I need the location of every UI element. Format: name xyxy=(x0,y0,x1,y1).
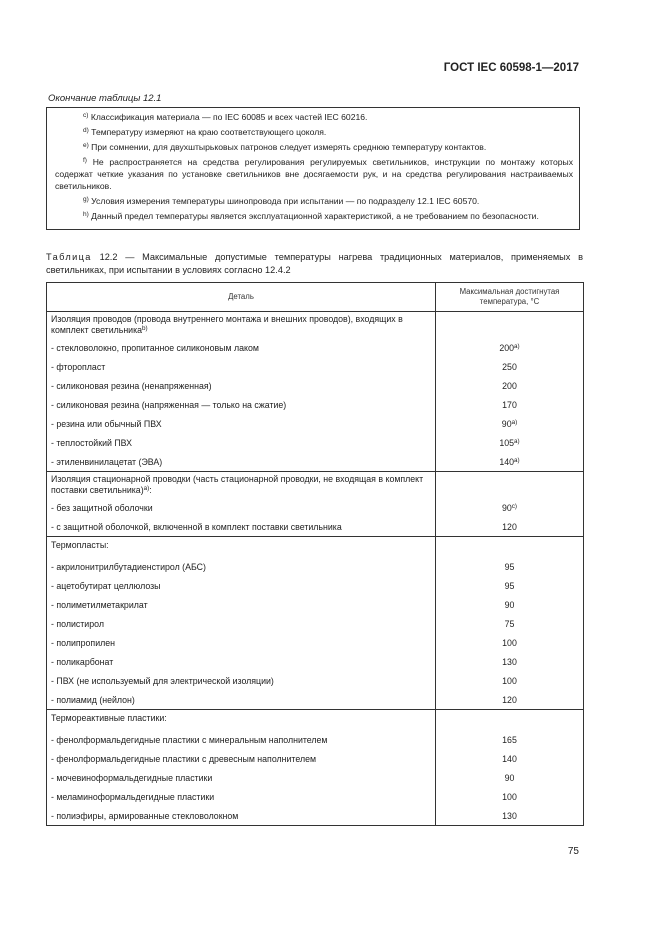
table-caption-prefix: Таблица xyxy=(46,252,92,262)
max-temperature xyxy=(436,749,584,768)
material-name: - фенолформальдегидные пластики с минеральным наполнителем xyxy=(47,730,436,749)
table-header-row xyxy=(47,283,584,312)
material-name: - теплостойкий ПВХ xyxy=(47,433,436,452)
max-temperature xyxy=(436,787,584,806)
table-row xyxy=(47,671,584,690)
material-name: - ПВХ (не используемый для электрической изоляции) xyxy=(47,671,436,690)
material-name: - полиамид (нейлон) xyxy=(47,690,436,710)
footnote-text: Данный предел температуры является эксплуатационной характеристикой, а не требованием по безопасности. xyxy=(91,211,539,222)
max-temperature xyxy=(436,768,584,787)
temperature-value: 90 xyxy=(504,772,515,783)
max-temperature xyxy=(436,633,584,652)
table-row xyxy=(47,452,584,472)
table-row xyxy=(47,595,584,614)
footnote-text: Классификация материала — по IEC 60085 и всех частей IEC 60216. xyxy=(90,112,368,122)
temperature-value: 100 xyxy=(502,791,517,802)
temperature-value: 250 xyxy=(502,361,517,372)
temperature-value: 140 xyxy=(499,456,515,467)
temperature-value: 170 xyxy=(502,399,517,410)
material-name: - полистирол xyxy=(47,614,436,633)
table-row xyxy=(47,557,584,576)
table-row xyxy=(47,414,584,433)
material-name: - мочевиноформальдегидные пластики xyxy=(47,768,436,787)
material-name: - полипропилен xyxy=(47,633,436,652)
temperature-table xyxy=(46,282,584,826)
temperature-value: 130 xyxy=(502,810,517,821)
material-name: - силиконовая резина (ненапряженная) xyxy=(47,376,436,395)
max-temperature xyxy=(436,730,584,749)
footnote-mark: h) xyxy=(83,211,89,219)
footnote-mark: c) xyxy=(83,112,89,119)
group-title-text: Термореактивные пластики: xyxy=(51,713,167,723)
page-number: 75 xyxy=(567,846,579,857)
table-row xyxy=(47,498,584,517)
max-temperature xyxy=(436,690,584,710)
table-row xyxy=(47,787,584,806)
material-name: - силиконовая резина (напряженная — только на сжатие) xyxy=(47,395,436,414)
table-row xyxy=(47,395,584,414)
max-temperature xyxy=(436,614,584,633)
temperature-value: 75 xyxy=(504,618,515,629)
table-12-1-notes xyxy=(46,107,580,230)
group-title xyxy=(47,710,436,731)
max-temperature xyxy=(436,557,584,576)
header-detail: Деталь xyxy=(47,283,436,312)
table-row xyxy=(47,652,584,671)
table-row xyxy=(47,768,584,787)
temperature-mark: a) xyxy=(511,418,518,426)
standard-header: ГОСТ IEC 60598-1—2017 xyxy=(443,62,579,74)
temperature-value: 140 xyxy=(502,753,517,764)
temperature-mark: a) xyxy=(514,342,520,350)
max-temperature xyxy=(436,414,584,433)
footnote-text: При сомнении, для двухштырьковых патронов следует измерять среднюю температуру контактов. xyxy=(91,142,487,152)
group-value-cell xyxy=(436,537,584,558)
group-value-cell xyxy=(436,710,584,731)
temperature-value: 105 xyxy=(499,437,515,448)
table-row xyxy=(47,517,584,537)
temperature-mark: a) xyxy=(514,456,520,464)
table-row xyxy=(47,338,584,357)
group-title-mark: b) xyxy=(142,325,148,332)
material-name: - полиметилметакрилат xyxy=(47,595,436,614)
temperature-value: 130 xyxy=(502,656,517,667)
temperature-value: 100 xyxy=(502,637,517,648)
temperature-value: 200 xyxy=(499,342,515,353)
footnote-mark: f) xyxy=(83,157,87,164)
group-value-cell xyxy=(436,472,584,499)
temperature-value: 200 xyxy=(502,380,517,391)
material-name: - акрилонитрилбутадиенстирол (АБС) xyxy=(47,557,436,576)
max-temperature xyxy=(436,652,584,671)
max-temperature xyxy=(436,806,584,826)
material-name: - с защитной оболочкой, включенной в комплект поставки светильника xyxy=(47,517,436,537)
temperature-value: 120 xyxy=(502,521,517,532)
footnote xyxy=(55,126,573,138)
temperature-value: 95 xyxy=(504,561,515,572)
temperature-value: 90 xyxy=(501,502,512,513)
material-name: - стекловолокно, пропитанное силиконовым лаком xyxy=(47,338,436,357)
table-row xyxy=(47,730,584,749)
material-name: - меламиноформальдегидные пластики xyxy=(47,787,436,806)
temperature-value: 90 xyxy=(501,418,512,429)
footnote-mark: g) xyxy=(83,196,89,204)
temperature-mark: a) xyxy=(514,437,520,445)
material-name: - этиленвинилацетат (ЭВА) xyxy=(47,452,436,472)
material-name: - без защитной оболочки xyxy=(47,498,436,517)
footnote xyxy=(55,210,573,222)
max-temperature xyxy=(436,395,584,414)
table-row xyxy=(47,690,584,710)
group-title-text: Термопласты: xyxy=(51,540,109,550)
group-title-mark: a) xyxy=(143,485,150,492)
table-row xyxy=(47,633,584,652)
max-temperature xyxy=(436,433,584,452)
table-12-2-caption xyxy=(46,251,583,276)
material-name: - полиэфиры, армированные стекловолокном xyxy=(47,806,436,826)
group-header-row xyxy=(47,472,584,499)
temperature-value: 90 xyxy=(504,599,515,610)
group-header-row xyxy=(47,710,584,731)
table-caption-text: 12.2 — Максимальные допустимые температуры нагрева традиционных материалов, применяемых в светильниках, при испытании в условиях согласно 12.4.2 xyxy=(46,252,583,275)
table-row xyxy=(47,576,584,595)
temperature-value: 95 xyxy=(504,580,515,591)
continuation-caption: Окончание таблицы 12.1 xyxy=(48,93,162,104)
material-name: - поликарбонат xyxy=(47,652,436,671)
group-title-text: Изоляция стационарной проводки (часть стационарной проводки, не входящая в комплект поставки светильника) xyxy=(51,474,424,495)
max-temperature xyxy=(436,671,584,690)
group-title xyxy=(47,312,436,339)
max-temperature xyxy=(436,452,584,472)
footnote xyxy=(55,141,573,153)
material-name: - резина или обычный ПВХ xyxy=(47,414,436,433)
material-name: - ацетобутират целлюлозы xyxy=(47,576,436,595)
group-header-row xyxy=(47,537,584,558)
group-header-row xyxy=(47,312,584,339)
temperature-value: 120 xyxy=(502,694,517,705)
temperature-value: 100 xyxy=(502,675,517,686)
footnote xyxy=(55,195,573,207)
group-title-end: : xyxy=(149,485,152,495)
table-row xyxy=(47,806,584,826)
header-max-temp: Максимальная достигнутая температура, °С xyxy=(436,283,584,312)
footnote-mark: e) xyxy=(83,142,89,149)
max-temperature xyxy=(436,595,584,614)
table-row xyxy=(47,749,584,768)
max-temperature xyxy=(436,517,584,537)
max-temperature xyxy=(436,376,584,395)
table-row xyxy=(47,433,584,452)
footnote-text: Не распространяется на средства регулирования регулируемых светильников, инструкции по монтажу которых содержат четкие указания по установке светильников вне досягаемости рук, и на средства регулирования настраиваемых светильников. xyxy=(55,157,573,192)
group-title-text: Изоляция проводов (провода внутреннего монтажа и внешних проводов), входящих в комплект светильника xyxy=(51,314,403,335)
temperature-mark: c) xyxy=(511,502,518,510)
group-value-cell xyxy=(436,312,584,339)
group-title xyxy=(47,472,436,499)
footnote-mark: d) xyxy=(83,127,89,134)
group-title xyxy=(47,537,436,558)
max-temperature xyxy=(436,498,584,517)
material-name: - фторопласт xyxy=(47,357,436,376)
max-temperature xyxy=(436,357,584,376)
max-temperature xyxy=(436,576,584,595)
table-row xyxy=(47,376,584,395)
footnote-text: Температуру измеряют на краю соответствующего цоколя. xyxy=(91,127,327,137)
temperature-value: 165 xyxy=(502,734,517,745)
footnote xyxy=(55,156,573,193)
table-row xyxy=(47,614,584,633)
footnote-text: Условия измерения температуры шинопровода при испытании — по подразделу 12.1 IEC 60570. xyxy=(91,196,480,207)
table-row xyxy=(47,357,584,376)
material-name: - фенолформальдегидные пластики с древесным наполнителем xyxy=(47,749,436,768)
footnote xyxy=(55,111,573,123)
max-temperature xyxy=(436,338,584,357)
